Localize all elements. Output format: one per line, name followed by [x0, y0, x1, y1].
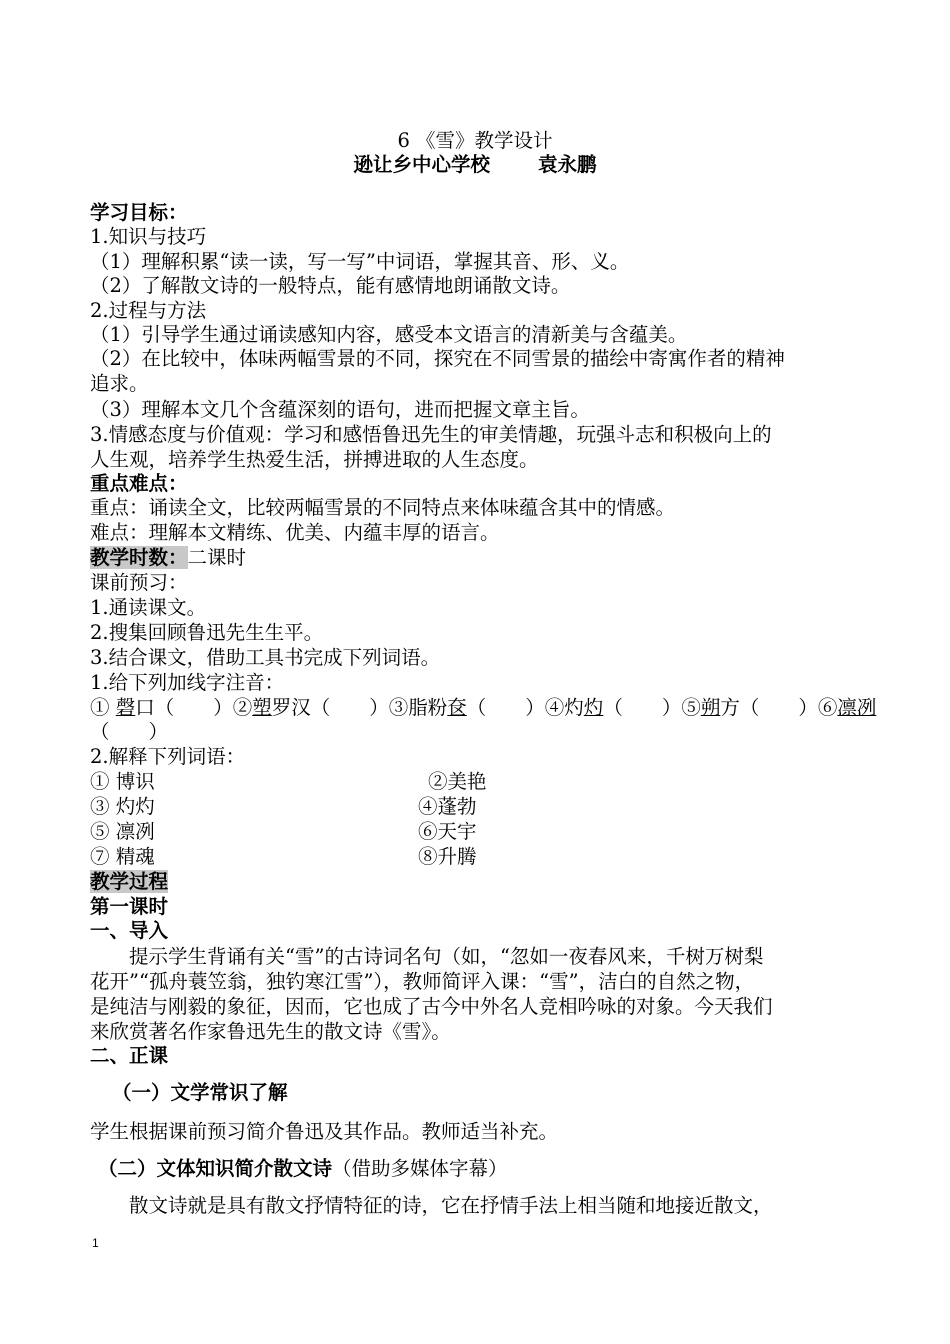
objectives-line: 人生观，培养学生热爱生活，拼搏进取的人生态度。	[90, 448, 539, 471]
preview-item: 2.搜集回顾鲁迅先生生平。	[90, 621, 324, 644]
preview-heading: 课前预习：	[90, 571, 188, 594]
objectives-line: （1）引导学生通过诵读感知内容，感受本文语言的清新美与含蕴美。	[90, 323, 688, 346]
word-row: ⑤ 凛冽 ⑥天宇	[90, 820, 477, 843]
objectives-line: （2）了解散文诗的一般特点，能有感情地朗诵散文诗。	[90, 274, 571, 297]
author-name: 袁永鹏	[538, 153, 597, 176]
objectives-line: （1）理解积累“读一读，写一写”中词语，掌握其音、形、义。	[90, 250, 630, 273]
word-row: ⑦ 精魂 ⑧升腾	[90, 845, 477, 868]
subsection-text: 散文诗就是具有散文抒情特征的诗，它在抒情手法上相当随和地接近散文，	[90, 1194, 773, 1217]
underlined-char: 磬	[115, 696, 136, 719]
process-heading: 教学过程	[90, 870, 169, 893]
objectives-line: 3.情感态度与价值观：学习和感悟鲁迅先生的审美情趣，玩强斗志和积极向上的	[90, 423, 772, 446]
subsection-heading: （一）文学常识了解	[112, 1081, 288, 1104]
underlined-char: 塑	[252, 696, 272, 719]
subsection-heading-2: （二）文体知识简介散文诗（借助多媒体字幕）	[98, 1157, 508, 1180]
intro-paragraph: 来欣赏著名作家鲁迅先生的散文诗《雪》。	[90, 1020, 451, 1043]
objectives-line: 1.知识与技巧	[90, 225, 207, 248]
hours-line	[90, 545, 246, 570]
word-row: ③ 灼灼 ④蓬勃	[90, 795, 477, 818]
doc-title: 6 《雪》教学设计	[397, 129, 553, 152]
preview-item: 1.通读课文。	[90, 596, 207, 619]
underlined-char: 朔	[700, 696, 721, 719]
underlined-char: 奁	[447, 696, 467, 719]
pinyin-question: 1.给下列加线字注音：	[90, 671, 285, 694]
hours-value: 二课时	[187, 546, 247, 569]
main-heading: 二、正课	[90, 1044, 169, 1067]
underlined-char: 凛冽	[837, 696, 877, 719]
keypoints-focus: 重点：诵读全文，比较两幅雪景的不同特点来体味蕴含其中的情感。	[90, 496, 676, 519]
doc-byline	[0, 152, 950, 177]
word-row: ① 博识 ②美艳	[90, 770, 487, 793]
objectives-line: （3）理解本文几个含蕴深刻的语句，进而把握文章主旨。	[90, 398, 590, 421]
underlined-char: 灼	[583, 696, 604, 719]
lesson-heading: 第一课时	[90, 895, 169, 918]
explain-question: 2.解释下列词语：	[90, 745, 246, 768]
intro-paragraph: 是纯洁与刚毅的象征，因而，它也成了古今中外名人竞相吟咏的对象。今天我们	[90, 995, 773, 1018]
objectives-line: 追求。	[90, 372, 149, 395]
objectives-line: （2）在比较中，体味两幅雪景的不同，探究在不同雪景的描绘中寄寓作者的精神	[90, 347, 785, 370]
keypoints-difficulty: 难点：理解本文精练、优美、内蕴丰厚的语言。	[90, 521, 500, 544]
keypoints-heading: 重点难点：	[90, 472, 188, 495]
intro-paragraph: 提示学生背诵有关“雪”的古诗词名句（如，“忽如一夜春风来，千树万树梨	[90, 945, 764, 968]
objectives-line: 2.过程与方法	[90, 299, 207, 322]
hours-label: 教学时数：	[90, 546, 188, 569]
objectives-heading: 学习目标：	[90, 201, 188, 224]
intro-paragraph: 花开”“孤舟蓑笠翁，独钓寒江雪”），教师简评入课：“雪”，洁白的自然之物，	[90, 970, 755, 993]
subsection-text: 学生根据课前预习简介鲁迅及其作品。教师适当补充。	[90, 1120, 559, 1143]
page-number: 1	[92, 1236, 99, 1250]
pinyin-continuation: （ ）	[90, 720, 169, 743]
preview-item: 3.结合课文，借助工具书完成下列词语。	[90, 646, 441, 669]
pinyin-items: ① 磬口（ ）②塑罗汉（ ）③脂粉奁（ ）④灼灼（ ）⑤朔方（ ）⑥凛冽	[90, 696, 877, 719]
school-name: 逊让乡中心学校	[353, 153, 490, 176]
intro-heading: 一、导入	[90, 919, 169, 942]
